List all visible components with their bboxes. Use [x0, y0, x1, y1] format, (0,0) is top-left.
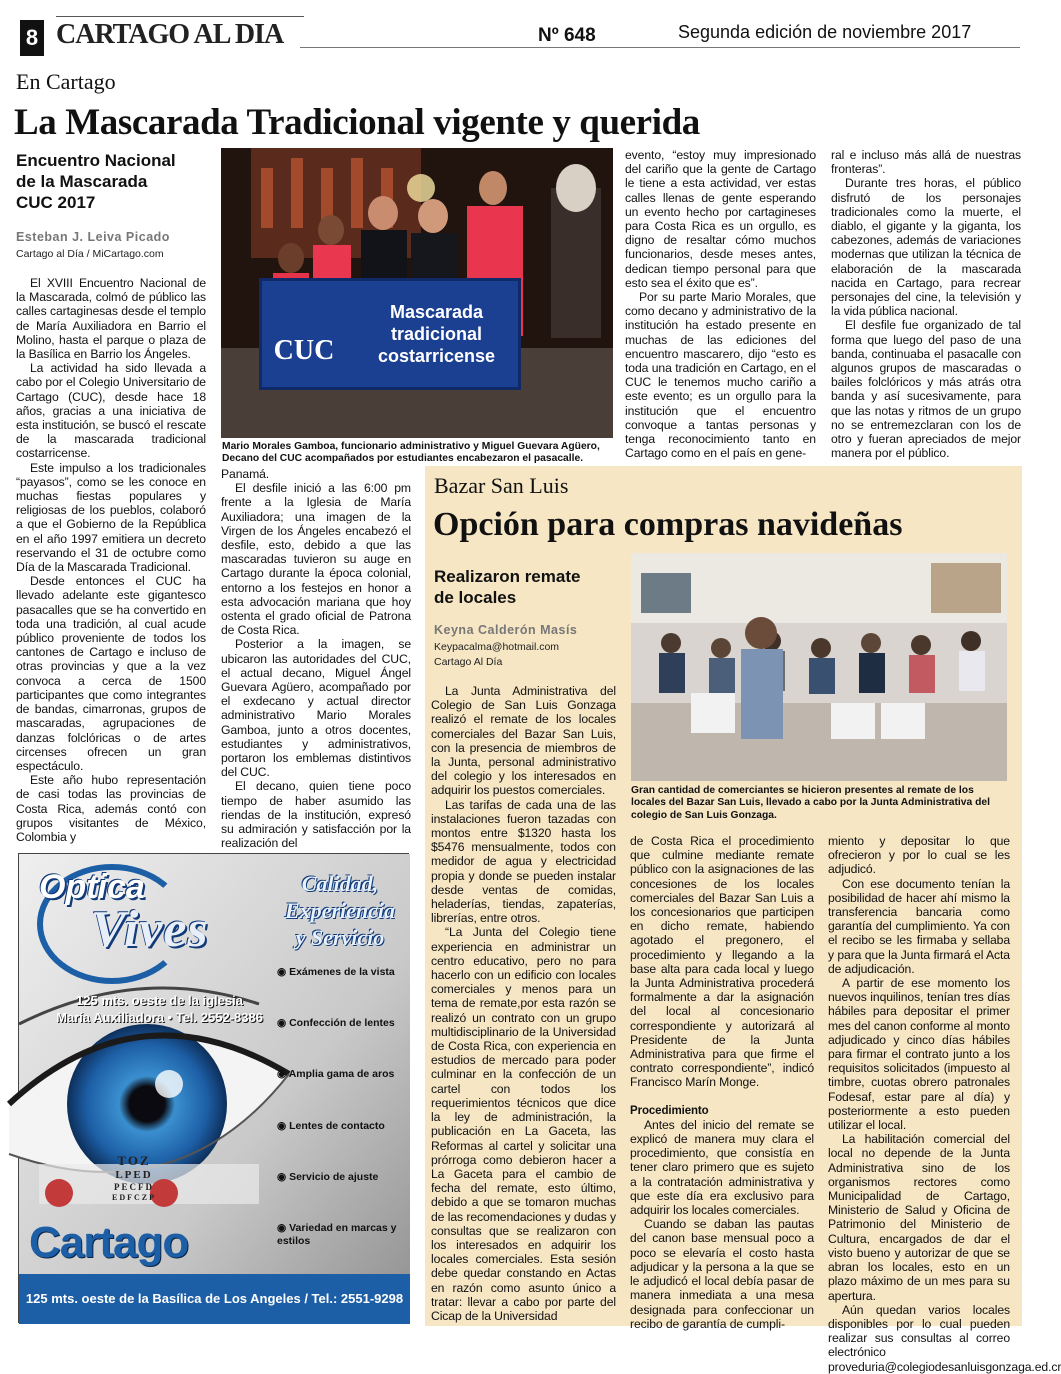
- bazar-subhead: [434, 566, 624, 608]
- bazar-section-label: Bazar San Luis: [434, 473, 569, 498]
- cuc-banner: [259, 278, 521, 390]
- paragraph: “La Junta del Colegio tiene experiencia en administrar un centro educativo, pero no para hacerlo con un edificio con locales comerciales y menos para un tema de remate,por esta razón se realizó un contrato con un grupo multidisciplinario de la Universidad de Costa Rica, con experiencia en estudios de mercado para poder culminar en la confección de un cartel con todos los requerimientos técnicos que dice la ley de administración, la publicación en La Gaceta, las Reformas al cartel y solicitar una prórroga como debieron hacer a La Gaceta para el cambio de fecha del remate, esto último, debido a que se tomaron muchas de las recomendaciones y dudas y consultas que se realizaron con los interesados en adquirir los locales comerciales. Esta sesión debe quedar constando en Actas en razón como asunto único a tratar: llevar a cabo por parte del Cicap de la Universidad: [431, 925, 616, 1323]
- paragraph: Este impulso a los tradicionales “payasos”, como se les conoce en muchas fiestas populares y religiosas de los pueblos, colaboró a que el Gobierno de la República en el año 1997 emitiera un decreto reservando el 31 de octubre como Día de la Mascarada Tradicional.: [16, 460, 206, 575]
- paragraph: Con ese documento tenían la posibilidad de hacer ahí mismo la transferencia bancaria como garantía del cumplimiento. Ya con el recibo se les firmaba y sellaba y para que la Junta firmará el Acta de adjudicación.: [828, 876, 1010, 976]
- eye-chart-line: LPED: [115, 1169, 153, 1181]
- paragraph: El desfile fue organizado de tal forma que luego del paso de una banda, continuaba el pasacalle con algunos grupos de mascaradas o bailes folclóricos y más atrás otra banda y así sucesivamente, para que las notas y ritmos de un grupo no se entremezclaran con los de otro y fueran apreciados de mejor manera por el público.: [831, 318, 1021, 461]
- mascarada-photo: [221, 148, 613, 438]
- article1-author: Esteban J. Leiva Picado: [16, 230, 170, 244]
- paragraph: miento y depositar lo que ofrecieron y por lo cual se les adjudicó.: [828, 834, 1010, 877]
- banner-line: Mascarada: [389, 302, 484, 322]
- bazar-column-1: [431, 684, 616, 1323]
- bazar-source: Cartago Al Día: [434, 656, 503, 668]
- paragraph: Aún quedan varios locales disponibles por lo cual pueden realizar sus consultas al correo electrónico proveduria@colegiodesanluisgonzaga.ed.cr: [828, 1302, 1061, 1374]
- paragraph: Durante tres horas, el público disfrutó de los personajes tradicionales como la muerte, el diablo, el gigante y la giganta, los cabezones, además de variaciones modernas que utilizan la técnica de elaboración de la mascarada nacida en Cartago, para recrear personajes del cine, la televisión y la vida pública nacional.: [831, 176, 1021, 319]
- paragraph: Este año hubo representación de casi todas las provincias de Costa Rica, además contó con grupos visitantes de México, Colombia y: [16, 773, 206, 844]
- header-rule-left: [56, 16, 304, 17]
- bazar-photo-caption: Gran cantidad de comerciantes se hicieron presentes al remate de los locales del Bazar San Luis, llevado a cabo por la Junta Administrativa del colegio de San Luis Gonzaga.: [631, 785, 990, 821]
- header-rule: [300, 47, 1020, 48]
- bazar-email: Keypacalma@hotmail.com: [434, 641, 560, 653]
- issue-number: Nº 648: [538, 25, 596, 46]
- paragraph: ral e incluso más allá de nuestras fronteras”.: [831, 148, 1021, 177]
- paragraph: La habilitación comercial del local no depende de la Junta Administrativa sino de los organismos rectores como Municipalidad de Cartago, Ministerio de Salud y Oficina de Patrimonio del Ministerio de Cultura, encargados de dar el visto bueno y autorizar de que se abran los locales, esto en un plazo máximo de un mes para su apertura.: [828, 1132, 1010, 1303]
- ad-footer: 125 mts. oeste de la Basílica de Los Angeles / Tel.: 2551-9298: [19, 1274, 410, 1324]
- edition-date: Segunda edición de noviembre 2017: [678, 22, 972, 42]
- article1-source: Cartago al Día / MiCartago.com: [16, 248, 164, 260]
- subhead-line: Encuentro Nacional: [16, 151, 176, 170]
- service-item: ◉ Lentes de contacto: [277, 1120, 385, 1132]
- procedimiento-subheading: Procedimiento: [630, 1104, 709, 1117]
- eye-chart: [79, 1154, 189, 1203]
- banner-logo: CUC: [273, 335, 335, 366]
- service-item: ◉ Exámenes de la vista: [277, 966, 395, 978]
- paragraph: Posterior a la imagen, se ubicaron las autoridades del CUC, el actual decano, Miguel Ángel Guevara Agüero, acompañado por el exdecano y actual director administrativo Mario Morales Gamboa, junto a otros docentes, estudiantes y administrativos, portaron los emblemas distintivos del CUC.: [221, 637, 411, 780]
- eye-chart-line: EDFCZP: [112, 1193, 156, 1202]
- article1-column-4: [831, 148, 1021, 461]
- bazar-headline: Opción para compras navideñas: [433, 506, 903, 543]
- bazar-column-2: [630, 834, 814, 1331]
- subhead-line: de la Mascarada: [16, 172, 148, 191]
- paragraph: Por su parte Mario Morales, que como decano y administrativo de la institución ha estado presente en muchas de las ediciones del encuentro mascarero, dijo “esto es toda una tradición en Cartago, en el CUC le tenemos mucho cariño a este evento; es un orgullo para la institución que el encuentro convoque a tantas personas y tenga reconocimiento tanto en Cartago como en el país en gene-: [625, 290, 816, 461]
- banner-text: [354, 301, 519, 367]
- bazar-column-3: [828, 834, 1061, 1374]
- eye-chart-line: PECFD: [114, 1182, 154, 1192]
- paragraph: de Costa Rica el procedimiento que culmine mediante remate público con la asignaciones de las concesiones de los locales comerciales del Bazar San Luis a los concesionarios que participen en dicho remate, habiendo agotado el pregonero, el procedimiento y llegando a la base alta para cada local y luego la Junta Administrativa procederá formalmente a dar la asignación del local al concesionario correspondiente y autorizará al Presidente de la Junta Administrativa para que firme el contrato correspondiente”, indicó Francisco Marín Monge.: [630, 834, 814, 1090]
- optica-vives-ad: [18, 853, 409, 1323]
- ad-city: Cartago: [29, 1218, 189, 1267]
- article1-column-1: [16, 276, 206, 844]
- photo-caption: Mario Morales Gamboa, funcionario administrativo y Miguel Guevara Agüero, Decano del CUC acompañados por estudiantes encabezaron el pasacalle.: [222, 441, 600, 465]
- optica-brand: Optica: [39, 868, 145, 906]
- slogan-line: y Servicio: [295, 925, 385, 950]
- address-line: 125 mts. oeste de la iglesia: [76, 993, 243, 1008]
- slogan-line: Experiencia: [285, 898, 395, 923]
- page-number: 8: [20, 20, 44, 56]
- ad-slogan: [275, 870, 405, 951]
- paragraph: El XVIII Encuentro Nacional de la Mascarada, colmó de público las calles cartaginesas desde el templo de María Auxiliadora en Barrio el Molino, hasta el parque o plaza de la Basílica en Barrio los Ángeles.: [16, 276, 206, 362]
- paragraph: El desfile inició a las 6:00 pm frente a la Iglesia de María Auxiliadora; una imagen de la Virgen de los Ángeles encabezó el desfile, esto, debido a que las mascaradas tuvieron su auge en Cartago durante la época colonial, entorno a los festejos en honor a esta advocación mariana que hoy ostenta el grado oficial de Patrona de Costa Rica.: [221, 481, 411, 638]
- article1-subhead: [16, 150, 211, 213]
- paragraph: La Junta Administrativa del Colegio de San Luis Gonzaga realizó el remate de los locales comerciales del Bazar San Luis, con la presencia de miembros de la Junta, personal administrativo del colegio y los interesados en adquirir los puestos comerciales.: [431, 684, 616, 798]
- paragraph: A partir de ese momento los nuevos inquilinos, tenían tres días hábiles para depositar el primer mes del canon conforme al monto adjudicado y cinco días hábiles para firmar el contrato junto a los requisitos solicitados (impuesto al timbre, cuotas obrero patronales Fodesaf, estar pare al día) y posteriormente a esto pueden utilizar el local.: [828, 976, 1010, 1133]
- subhead-line: CUC 2017: [16, 193, 96, 212]
- masthead: CARTAGO AL DIA: [56, 19, 284, 50]
- ad-address: [37, 992, 282, 1026]
- banner-line: tradicional: [390, 324, 483, 344]
- article1-column-3: [625, 148, 816, 461]
- paragraph: Las tarifas de cada una de las instalaciones fueron tazadas con montos entre $1320 hasta los $5476 mensualmente, todos con medidor de agua y electricidad propia y donde se pueden instalar desde ventas de comidas, heladerías, tiendas, zapaterías, librerías, entre otros.: [431, 797, 616, 926]
- paragraph: La actividad ha sido llevada a cabo por el Colegio Universitario de Cartago (CUC), desde hace 18 años, gracias a una iniciativa de esta institución, se buscó el rescate de la mascarada tradicional costarricense.: [16, 361, 206, 461]
- paragraph: Antes del inicio del remate se explicó de manera muy clara el procedimiento, que consistía en tener claro primero que es sujeto a la contratación administrativa y que este día era exclusivo para adquirir los locales comerciales.: [630, 1117, 814, 1218]
- service-item: ◉ Confección de lentes: [277, 1017, 395, 1029]
- headline: La Mascarada Tradicional vigente y querida: [14, 102, 700, 143]
- paragraph: El decano, quien tiene poco tiempo de haber asumido las riendas de la institución, expresó su admiración y satisfacción por la realización del: [221, 779, 411, 851]
- service-item: ◉ Variedad en marcas y estilos: [277, 1222, 397, 1247]
- service-item: ◉ Amplia gama de aros: [277, 1068, 395, 1080]
- paragraph: Panamá.: [221, 467, 270, 481]
- optica-brand-script: Vives: [91, 901, 209, 958]
- service-item: ◉ Servicio de ajuste: [277, 1171, 379, 1183]
- eye-chart-line: TOZ: [117, 1153, 151, 1168]
- bazar-photo-scene: [631, 553, 1007, 781]
- banner-line: costarricense: [377, 346, 496, 366]
- address-line: María Auxiliadora • Tel. 2552-8386: [56, 1010, 263, 1025]
- paragraph: Desde entonces el CUC ha llevado adelante este gigantesco pasacalles que se ha convertido en toda una tradición, al cual acude público proveniente de todos los cantones de Cartago e incluso de otras provincias y que a la vez convoca a cerca de 1500 participantes que como integrantes de bandas, cimarronas, grupos de mascaradas, agrupaciones de danzas folclóricas o de artes circenses ofrecen un gran espectáculo.: [16, 574, 206, 773]
- article1-column-2: [221, 467, 411, 851]
- subhead-line: de locales: [434, 588, 517, 607]
- bazar-author: Keyna Calderón Masís: [434, 623, 578, 637]
- subhead-line: Realizaron remate: [434, 567, 581, 586]
- slogan-line: Calidad,: [301, 871, 379, 896]
- bazar-photo: [631, 553, 1007, 781]
- paragraph: evento, “estoy muy impresionado del cariño que la gente de Cartago le tiene a esta actividad, ver estas calles llenas de gente esperando un evento hecho por cartagineses para Costa Rica es un orgullo, es digno de resaltar cómo muchos funcionarios, desde meses antes, dedican tiempo personal para que esto sea el éxito que es”.: [625, 148, 816, 290]
- paragraph: Cuando se daban las pautas del canon base mensual poco a poco se elevaría el costo hasta adjudicar y la persona a la que se le adjudicó el local debía pasar de manera inmediata a una mesa designada para confeccionar un recibo de garantía de cumpli-: [630, 1217, 814, 1331]
- section-label: En Cartago: [16, 69, 116, 94]
